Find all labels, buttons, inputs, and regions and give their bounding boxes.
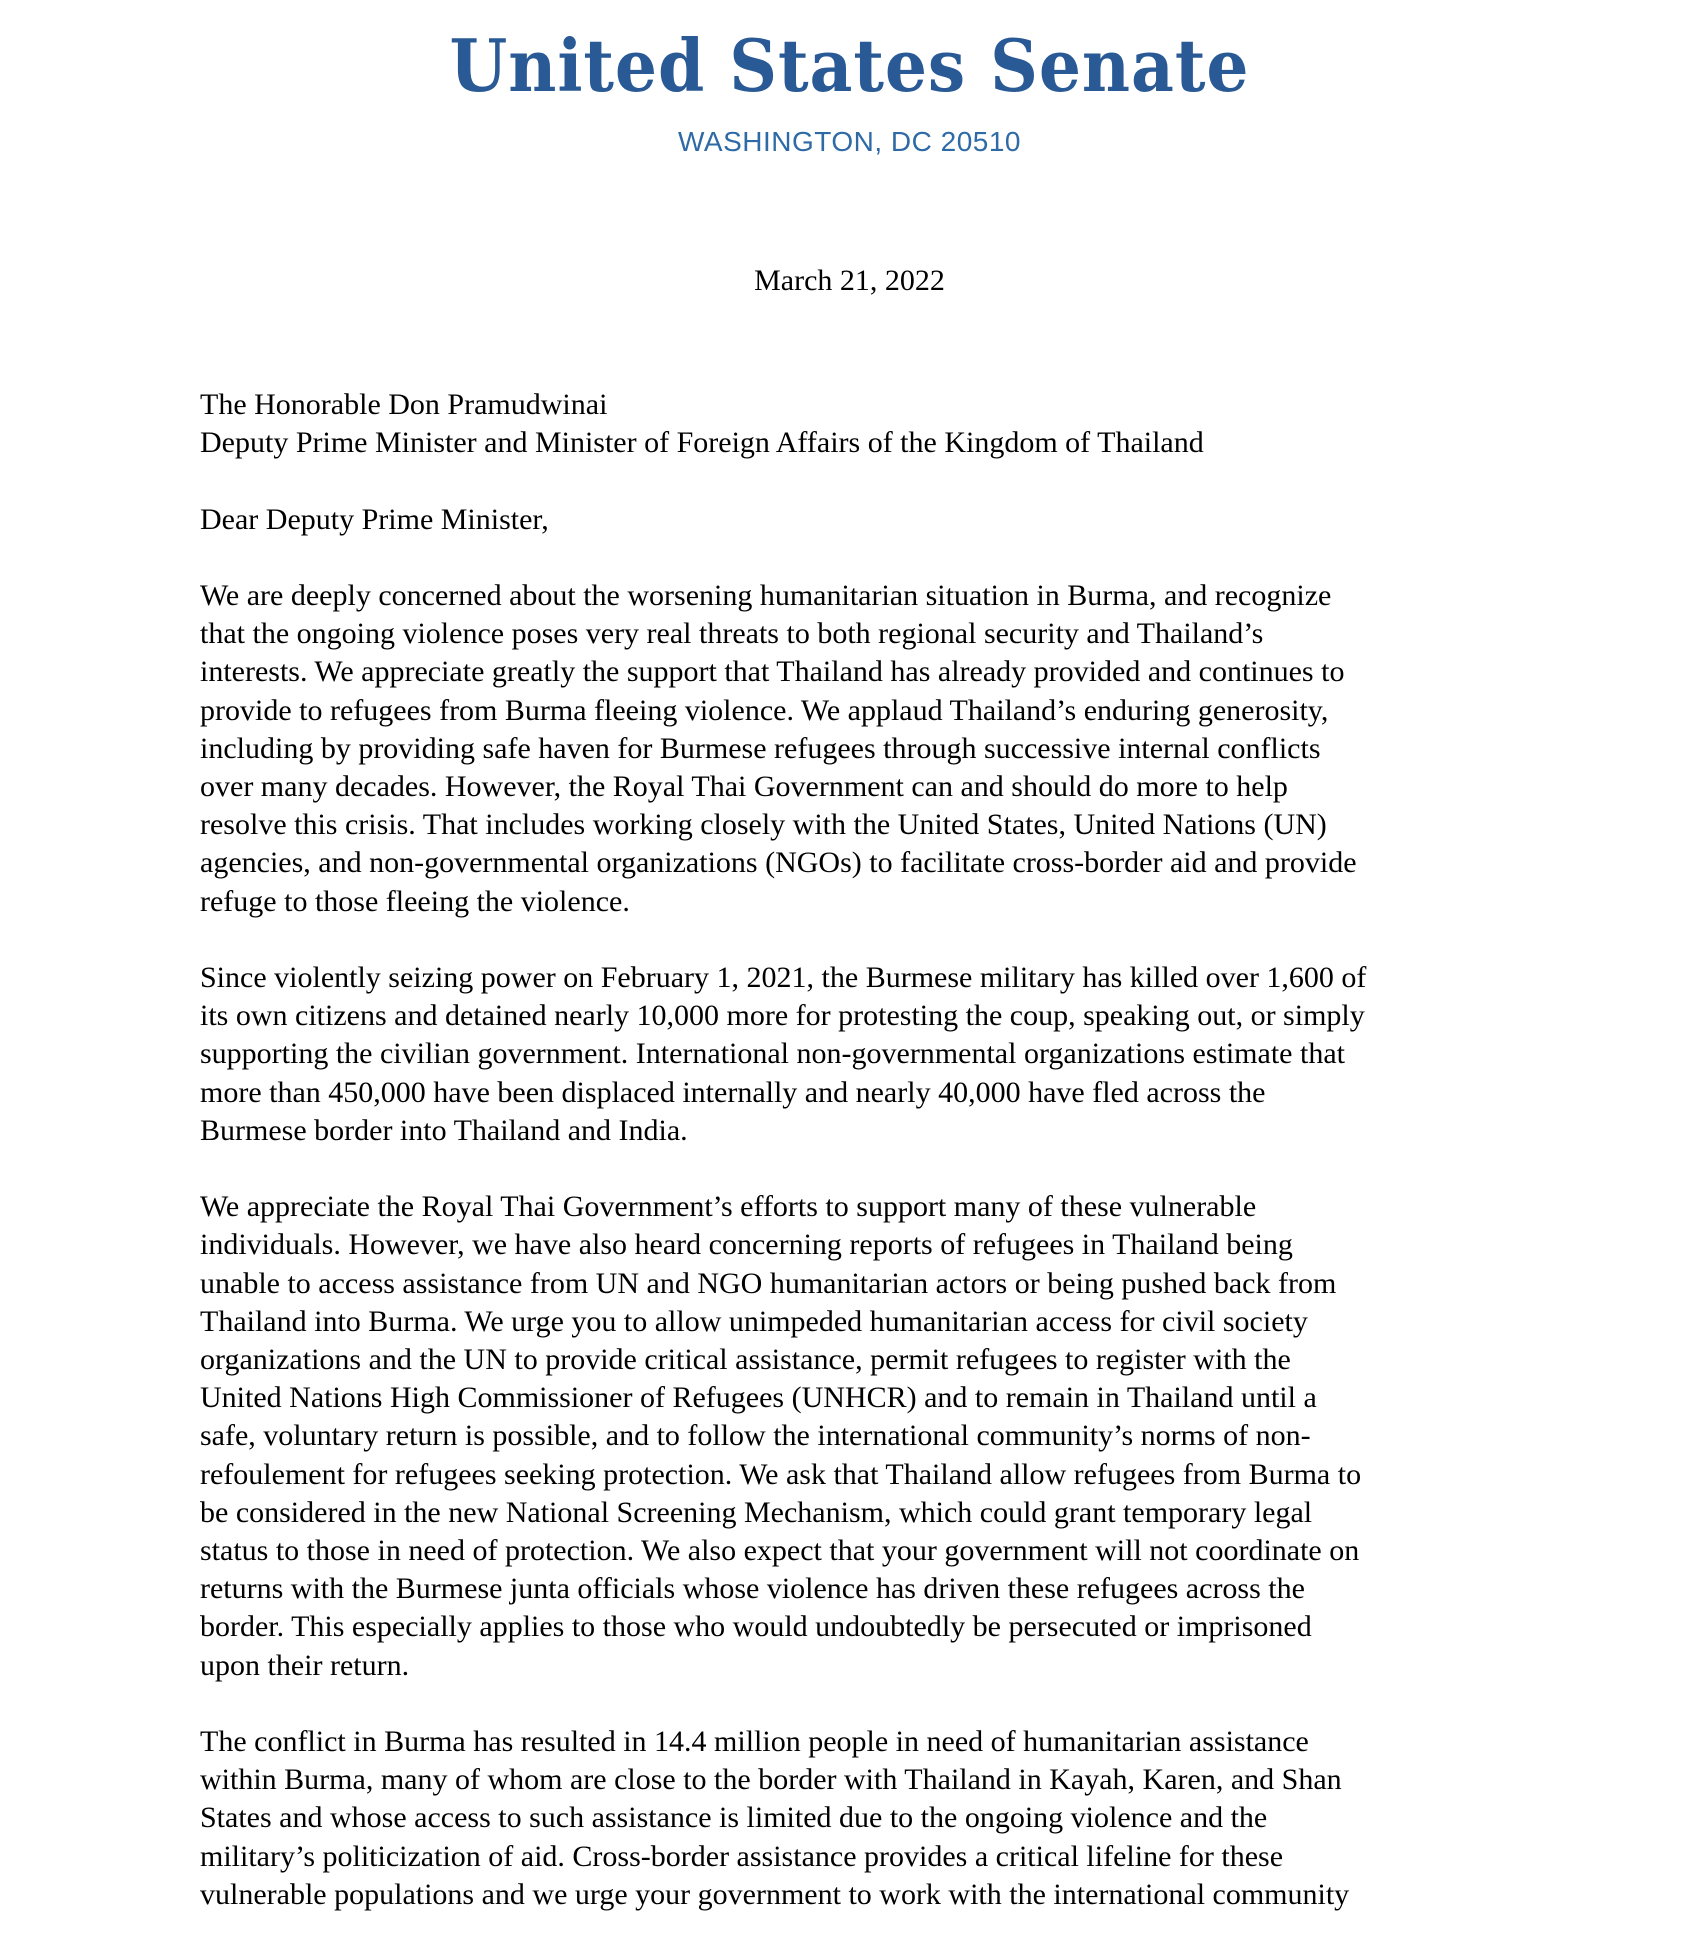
paragraph [200,959,1520,1150]
letter-body [200,386,1520,1914]
paragraph-line: upon their return. [200,1648,410,1682]
paragraph-line: returns with the Burmese junta officials whose violence has driven these refugees across the [200,1572,1305,1606]
paragraph-line: individuals. However, we have also heard concerning reports of refugees in Thailand being [200,1228,1293,1262]
paragraph-line: its own citizens and detained nearly 10,000 more for protesting the coup, speaking out, or simply [200,999,1365,1033]
paragraph-line: military’s politicization of aid. Cross-border assistance provides a critical lifeline for these [200,1839,1284,1873]
paragraph-line: that the ongoing violence poses very real threats to both regional security and Thailand’s [200,617,1264,651]
paragraph-line: within Burma, many of whom are close to the border with Thailand in Kayah, Karen, and Shan [200,1763,1342,1797]
paragraph-line: interests. We appreciate greatly the support that Thailand has already provided and continues to [200,655,1345,689]
paragraph-line: agencies, and non-governmental organizations (NGOs) to facilitate cross-border aid and provide [200,846,1357,880]
paragraph-line: refuge to those fleeing the violence. [200,884,630,918]
paragraph-line: refoulement for refugees seeking protection. We ask that Thailand allow refugees from Burma to [200,1457,1362,1491]
paragraph-line: vulnerable populations and we urge your government to work with the international community [200,1877,1350,1911]
paragraph-line: over many decades. However, the Royal Thai Government can and should do more to help [200,770,1288,803]
paragraph-line: provide to refugees from Burma fleeing violence. We applaud Thailand’s enduring generosity, [200,693,1329,727]
spacer [200,1685,1520,1723]
paragraph [200,1723,1520,1914]
paragraph-line: United Nations High Commissioner of Refugees (UNHCR) and to remain in Thailand until a [200,1381,1317,1415]
spacer [200,921,1520,959]
senate-letterhead-address: WASHINGTON, DC 20510 [678,126,1021,157]
paragraph-line: border. This especially applies to those who would undoubtedly be persecuted or imprisoned [200,1610,1312,1644]
paragraph-line: resolve this crisis. That includes working closely with the United States, United Nations (UN) [200,808,1327,842]
paragraph-line: organizations and the UN to provide critical assistance, permit refugees to register with the [200,1343,1291,1377]
paragraph-line: status to those in need of protection. We also expect that your government will not coordinate on [200,1534,1360,1568]
paragraph-line: more than 450,000 have been displaced internally and nearly 40,000 have fled across the [200,1075,1266,1109]
spacer [200,539,1520,577]
paragraph-line: including by providing safe haven for Burmese refugees through successive internal conflicts [200,731,1321,765]
paragraph-line: We are deeply concerned about the worsening humanitarian situation in Burma, and recognize [200,578,1332,612]
paragraph-line: We appreciate the Royal Thai Government’s efforts to support many of these vulnerable [200,1190,1257,1224]
salutation: Dear Deputy Prime Minister, [200,502,549,536]
paragraph-line: supporting the civilian government. International non-governmental organizations estimate that [200,1037,1345,1071]
paragraph-line: unable to access assistance from UN and NGO humanitarian actors or being pushed back from [200,1266,1337,1300]
senate-letterhead-title: United States Senate [449,23,1250,108]
letter-paragraphs [200,577,1520,1914]
recipient-title: Deputy Prime Minister and Minister of Foreign Affairs of the Kingdom of Thailand [200,426,1204,460]
paragraph-line: States and whose access to such assistance is limited due to the ongoing violence and the [200,1801,1268,1835]
paragraph-line: Thailand into Burma. We urge you to allow unimpeded humanitarian access for civil society [200,1304,1308,1338]
paragraph-line: Burmese border into Thailand and India. [200,1113,688,1147]
paragraph-line: be considered in the new National Screening Mechanism, which could grant temporary legal [200,1495,1313,1529]
paragraph [200,1188,1520,1685]
spacer [200,462,1520,500]
paragraph-line: safe, voluntary return is possible, and to follow the international community’s norms of non- [200,1419,1311,1453]
paragraph [200,577,1520,921]
recipient-name: The Honorable Don Pramudwinai [200,388,608,421]
letter-date: March 21, 2022 [754,264,945,297]
spacer [200,1150,1520,1188]
paragraph-line: Since violently seizing power on February 1, 2021, the Burmese military has killed over 1,600 of [200,961,1367,994]
paragraph-line: The conflict in Burma has resulted in 14.4 million people in need of humanitarian assistance [200,1725,1309,1759]
